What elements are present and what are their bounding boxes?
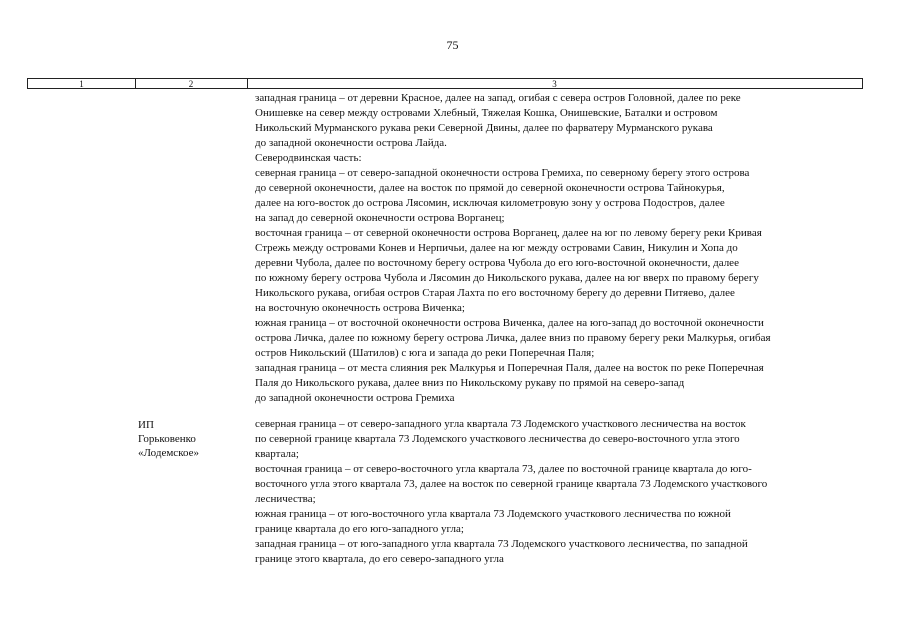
text-line: границе этого квартала, до его северо-западного угла bbox=[255, 553, 504, 565]
text-line: восточного угла этого квартала 73, далее на восток по северной границе квартала 73 Лодемского участкового bbox=[255, 478, 768, 490]
text-line: Онишевке на север между островами Хлебный, Тяжелая Кошка, Онишевские, Баталки и островом bbox=[255, 107, 718, 119]
text-line: восточная граница – от северо-восточного угла квартала 73, далее по восточной границе квартала до юго- bbox=[255, 463, 752, 475]
text-line: острова Личка, далее по южному берегу острова Личка, далее вниз по правому берегу реки Малкурья, огибая bbox=[255, 332, 771, 344]
text-line: далее на юго-восток до острова Лясомин, исключая километровую зону у острова Подостров, далее bbox=[255, 197, 725, 209]
text-line: южная граница – от юго-восточного угла квартала 73 Лодемского участкового лесничества по южной bbox=[255, 508, 731, 520]
text-line: деревни Чубола, далее по восточному берегу острова Чубола до его юго-восточной оконечности, далее bbox=[255, 257, 739, 269]
text-line: Никольского рукава, огибая остров Старая Лахта по его восточному берегу до деревни Питяево, далее bbox=[255, 287, 735, 299]
text-line: квартала; bbox=[255, 448, 299, 460]
text-line: до западной оконечности острова Лайда. bbox=[255, 137, 447, 149]
text-line: Никольский Мурманского рукава реки Северной Двины, далее по фарватеру Мурманского рукава bbox=[255, 122, 713, 134]
text-line: по южному берегу острова Чубола и Лясомин до Никольского рукава, далее на юг вверх по правому берегу bbox=[255, 272, 759, 284]
text-line: остров Никольский (Шатилов) с юга и запада до реки Поперечная Паля; bbox=[255, 347, 595, 359]
text-line: до западной оконечности острова Гремиха bbox=[255, 392, 455, 404]
header-cell-3: 3 bbox=[552, 79, 557, 89]
table-header-row bbox=[27, 78, 863, 89]
entity-name-cell bbox=[138, 418, 199, 460]
text-line: западная граница – от места слияния рек Малкурья и Поперечная Паля, далее на восток по реке Поперечная bbox=[255, 362, 764, 374]
text-line: на запад до северной оконечности острова Ворганец; bbox=[255, 212, 505, 224]
text-line: восточная граница – от северной оконечности острова Ворганец, далее на юг по левому берегу реки Кривая bbox=[255, 227, 762, 239]
text-line: до северной оконечности, далее на восток по прямой до северной оконечности острова Тайнокурья, bbox=[255, 182, 725, 194]
entity-name-line-1: ИП Горьковенко bbox=[138, 419, 196, 445]
text-line: на восточную оконечность острова Виченка; bbox=[255, 302, 465, 314]
boundary-description bbox=[255, 417, 865, 567]
text-line: северная граница – от северо-западного угла квартала 73 Лодемского участкового лесничества на восток bbox=[255, 418, 746, 430]
text-line: Северодвинская часть: bbox=[255, 152, 362, 164]
page-number: 75 bbox=[446, 38, 459, 52]
boundary-description bbox=[255, 91, 865, 406]
text-line: по северной границе квартала 73 Лодемского участкового лесничества до северо-восточного угла этого bbox=[255, 433, 740, 445]
text-line: западная граница – от деревни Красное, далее на запад, огибая с севера остров Головной, далее по реке bbox=[255, 92, 741, 104]
text-line: Стрежь между островами Конев и Нерпичьи, далее на юг между островами Савин, Никулин и Хопа до bbox=[255, 242, 738, 254]
text-line: западная граница – от юго-западного угла квартала 73 Лодемского участкового лесничества, по западной bbox=[255, 538, 748, 550]
header-cell-1: 1 bbox=[28, 79, 136, 88]
text-line: границе квартала до его юго-западного угла; bbox=[255, 523, 464, 535]
text-line: северная граница – от северо-западной оконечности острова Гремиха, по северному берегу этого острова bbox=[255, 167, 750, 179]
text-line: Паля до Никольского рукава, далее вниз по Никольскому рукаву по прямой на северо-запад bbox=[255, 377, 685, 389]
text-line: лесничества; bbox=[255, 493, 316, 505]
text-line: южная граница – от восточной оконечности острова Виченка, далее на юго-запад до восточной оконечности bbox=[255, 317, 764, 329]
entity-name-line-2: «Лодемское» bbox=[138, 447, 199, 459]
header-cell-2: 2 bbox=[135, 79, 248, 88]
